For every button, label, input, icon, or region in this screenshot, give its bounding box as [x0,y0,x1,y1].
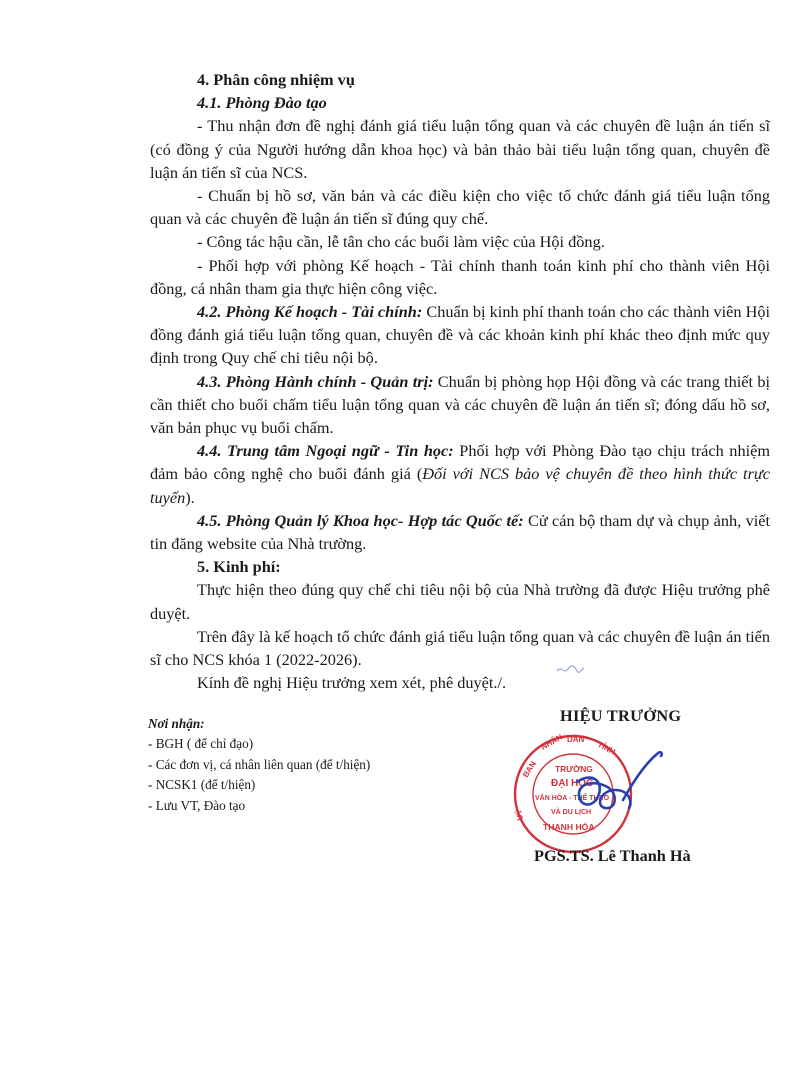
section-4-2-lead: 4.2. Phòng Kế hoạch - Tài chính: [197,302,423,322]
official-seal-with-signature [505,728,665,858]
section-4-4-paragraph [150,439,770,509]
section-4-1-item: - Thu nhận đơn đề nghị đánh giá tiểu luận tổng quan và các chuyên đề luận án tiến sĩ (có đồng ý của Người hướng dẫn khoa học) và bản thảo bài tiểu luận tổng quan, chuyên đề luận án tiến sĩ của NCS. [150,116,770,182]
section-4-5-paragraph [150,509,770,555]
section-5-text: Thực hiện theo đúng quy chế chi tiêu nội bộ của Nhà trường đã được Hiệu trưởng phê duyệt. [150,580,770,623]
svg-text:ĐẠI HỌC: ĐẠI HỌC [551,778,594,789]
closing-request: Kính đề nghị Hiệu trưởng xem xét, phê duyệt./. [197,673,507,693]
section-4-3-lead: 4.3. Phòng Hành chính - Quản trị: [197,371,434,391]
svg-text:UỶ: UỶ [514,808,525,822]
section-4-1-heading: 4.1. Phòng Đào tạo [197,93,327,113]
recipients-block [148,714,398,816]
closing-summary: Trên đây là kế hoạch tổ chức đánh giá tiểu luận tổng quan và các chuyên đề luận án tiến sĩ cho NCS khóa 1 (2022-2026). [150,626,770,670]
section-4-3-paragraph [150,370,770,440]
section-5-heading: 5. Kinh phí: [197,557,281,577]
svg-text:TRƯỜNG: TRƯỜNG [555,764,593,774]
svg-text:BAN: BAN [521,759,538,780]
signatory-name: PGS.TS. Lê Thanh Hà [534,846,691,865]
section-4-4-lead: 4.4. Trung tâm Ngoại ngữ - Tin học: [197,441,454,461]
section-4-5-text: Cử cán bộ tham dự và chụp ảnh, viết tin đăng website của Nhà trường. [150,510,770,554]
svg-text:VĂN HÓA - THỂ THAO: VĂN HÓA - THỂ THAO [535,795,610,802]
svg-text:VÀ DU LỊCH: VÀ DU LỊCH [551,809,592,816]
initial-mark [555,663,585,677]
section-4-1-item: - Chuẩn bị hồ sơ, văn bản và các điều kiện cho việc tổ chức đánh giá tiểu luận tổng quan và các chuyên đề luận án tiến sĩ đúng quy chế. [150,186,770,229]
recipient-item: - Các đơn vị, cá nhân liên quan (để t/hiện) [148,756,371,772]
svg-text:THANH HÓA: THANH HÓA [543,822,595,832]
signature-title: HIỆU TRƯỞNG [560,706,682,725]
section-4-4-text: Phối hợp với Phòng Đào tạo chịu trách nhiệm đảm bảo công nghệ cho buổi đánh giá ( [150,441,770,484]
section-4-2-paragraph [150,300,770,370]
section-4-1-item: - Phối hợp với phòng Kế hoạch - Tài chính thanh toán kinh phí cho thành viên Hội đồng, cá nhân tham gia thực hiện công việc. [150,255,770,298]
section-4-2-text: Chuẩn bị kinh phí thanh toán cho các thành viên Hội đồng đánh giá tiểu luận tổng quan, chuyên đề và các khoản kinh phí khác theo định mức quy định trong Quy chế chi tiêu nội bộ. [150,302,770,368]
section-4-4-italic-note: Đối với NCS bảo vệ chuyên đề theo hình thức trực tuyến [150,464,771,507]
recipients-title: Nơi nhận: [148,716,205,731]
section-4-3-text: Chuẩn bị phòng họp Hội đồng và các trang thiết bị cần thiết cho buổi chấm tiểu luận tổng quan và các chuyên đề luận án tiến sĩ; đóng dấu hồ sơ, văn bản phục vụ buổi chấm. [150,371,770,438]
recipient-item: - Lưu VT, Đào tạo [148,797,246,813]
section-4-5-lead: 4.5. Phòng Quản lý Khoa học- Hợp tác Quốc tế: [197,510,524,530]
section-4-4-tail: ). [185,487,195,507]
document-body [150,68,770,694]
section-4-heading: 4. Phân công nhiệm vụ [197,70,355,89]
svg-text:DÂN: DÂN [567,735,585,744]
svg-text:NHÂN: NHÂN [539,732,565,752]
recipient-item: - BGH ( để chỉ đạo) [148,736,254,752]
section-4-1-item: - Công tác hậu cần, lễ tân cho các buổi làm việc của Hội đồng. [197,232,605,252]
svg-text:TỈNH: TỈNH [596,739,617,757]
recipient-item: - NCSK1 (để t/hiện) [148,777,256,793]
